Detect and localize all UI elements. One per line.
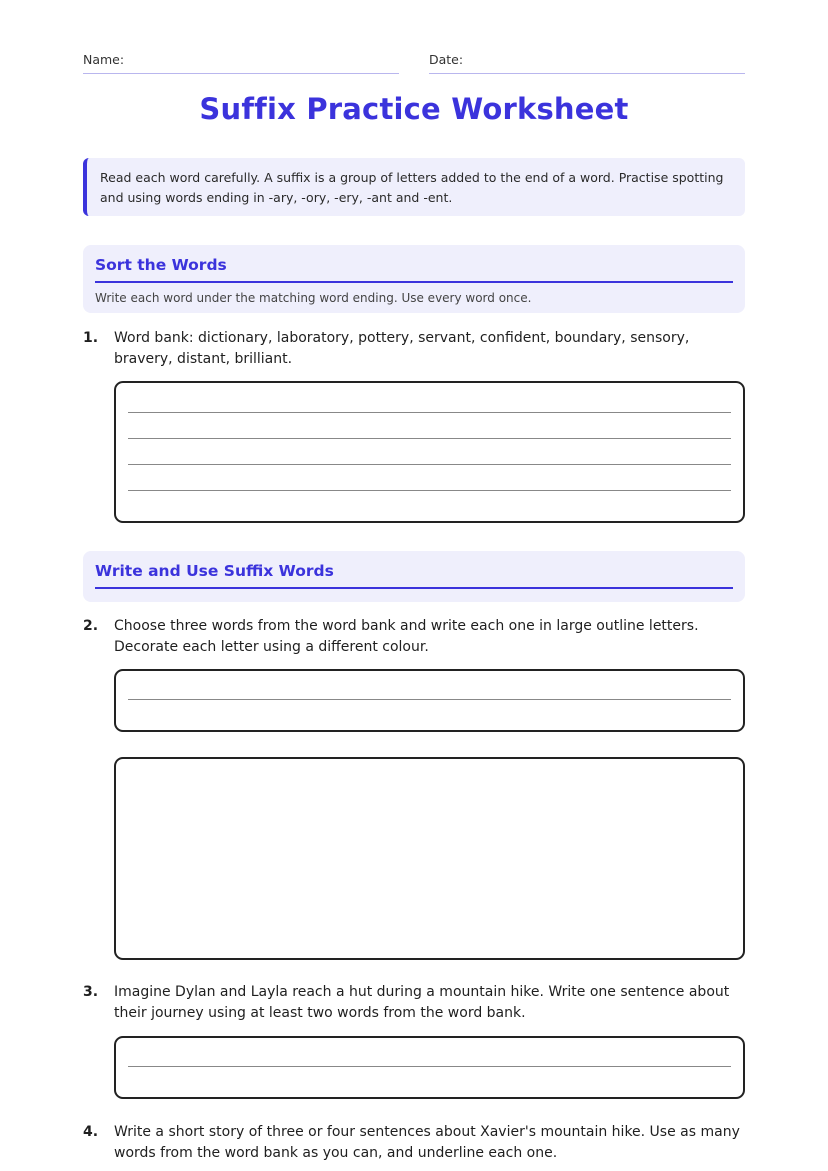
intro-callout: Read each word carefully. A suffix is a group of letters added to the end of a word. Practise spotting and using words ending in -ary, -ory, -ery, -ant and -ent. xyxy=(83,158,745,216)
answer-line xyxy=(128,1066,731,1067)
section-sort-words xyxy=(83,245,745,313)
section-title: Sort the Words xyxy=(95,245,733,283)
date-label: Date: xyxy=(429,52,464,67)
question-4 xyxy=(83,1122,745,1164)
question-number: 4. xyxy=(83,1124,99,1140)
question-number: 2. xyxy=(83,618,99,634)
question-3 xyxy=(83,982,745,1024)
section-subtitle: Write each word under the matching word ending. Use every word once. xyxy=(95,291,532,305)
question-text: Word bank: dictionary, laboratory, pottery, servant, confident, boundary, sensory, bravery, distant, brilliant. xyxy=(114,330,690,367)
question-1 xyxy=(83,328,745,370)
section-write-use xyxy=(83,551,745,602)
answer-line xyxy=(128,464,731,465)
page-title: Suffix Practice Worksheet xyxy=(199,92,629,126)
question-text: Imagine Dylan and Layla reach a hut during a mountain hike. Write one sentence about their journey using at least two words from the word bank. xyxy=(114,984,730,1021)
question-number: 3. xyxy=(83,984,99,1000)
answer-line xyxy=(128,490,731,491)
answer-line xyxy=(128,438,731,439)
question-text: Choose three words from the word bank and write each one in large outline letters. Decorate each letter using a different colour. xyxy=(114,618,699,655)
answer-line xyxy=(128,699,731,700)
date-field[interactable] xyxy=(429,52,745,74)
section-title: Write and Use Suffix Words xyxy=(95,551,733,589)
answer-box-3[interactable] xyxy=(114,1036,745,1099)
header-fields xyxy=(83,52,745,74)
answer-box-2[interactable] xyxy=(114,669,745,732)
question-number: 1. xyxy=(83,330,99,346)
name-field[interactable] xyxy=(83,52,399,74)
name-label: Name: xyxy=(83,52,125,67)
question-text: Write a short story of three or four sentences about Xavier's mountain hike. Use as many words from the word bank as you can, and underline each one. xyxy=(114,1124,740,1161)
answer-box-1[interactable] xyxy=(114,381,745,523)
answer-line xyxy=(128,412,731,413)
question-2 xyxy=(83,616,745,658)
drawing-box-2[interactable] xyxy=(114,757,745,960)
